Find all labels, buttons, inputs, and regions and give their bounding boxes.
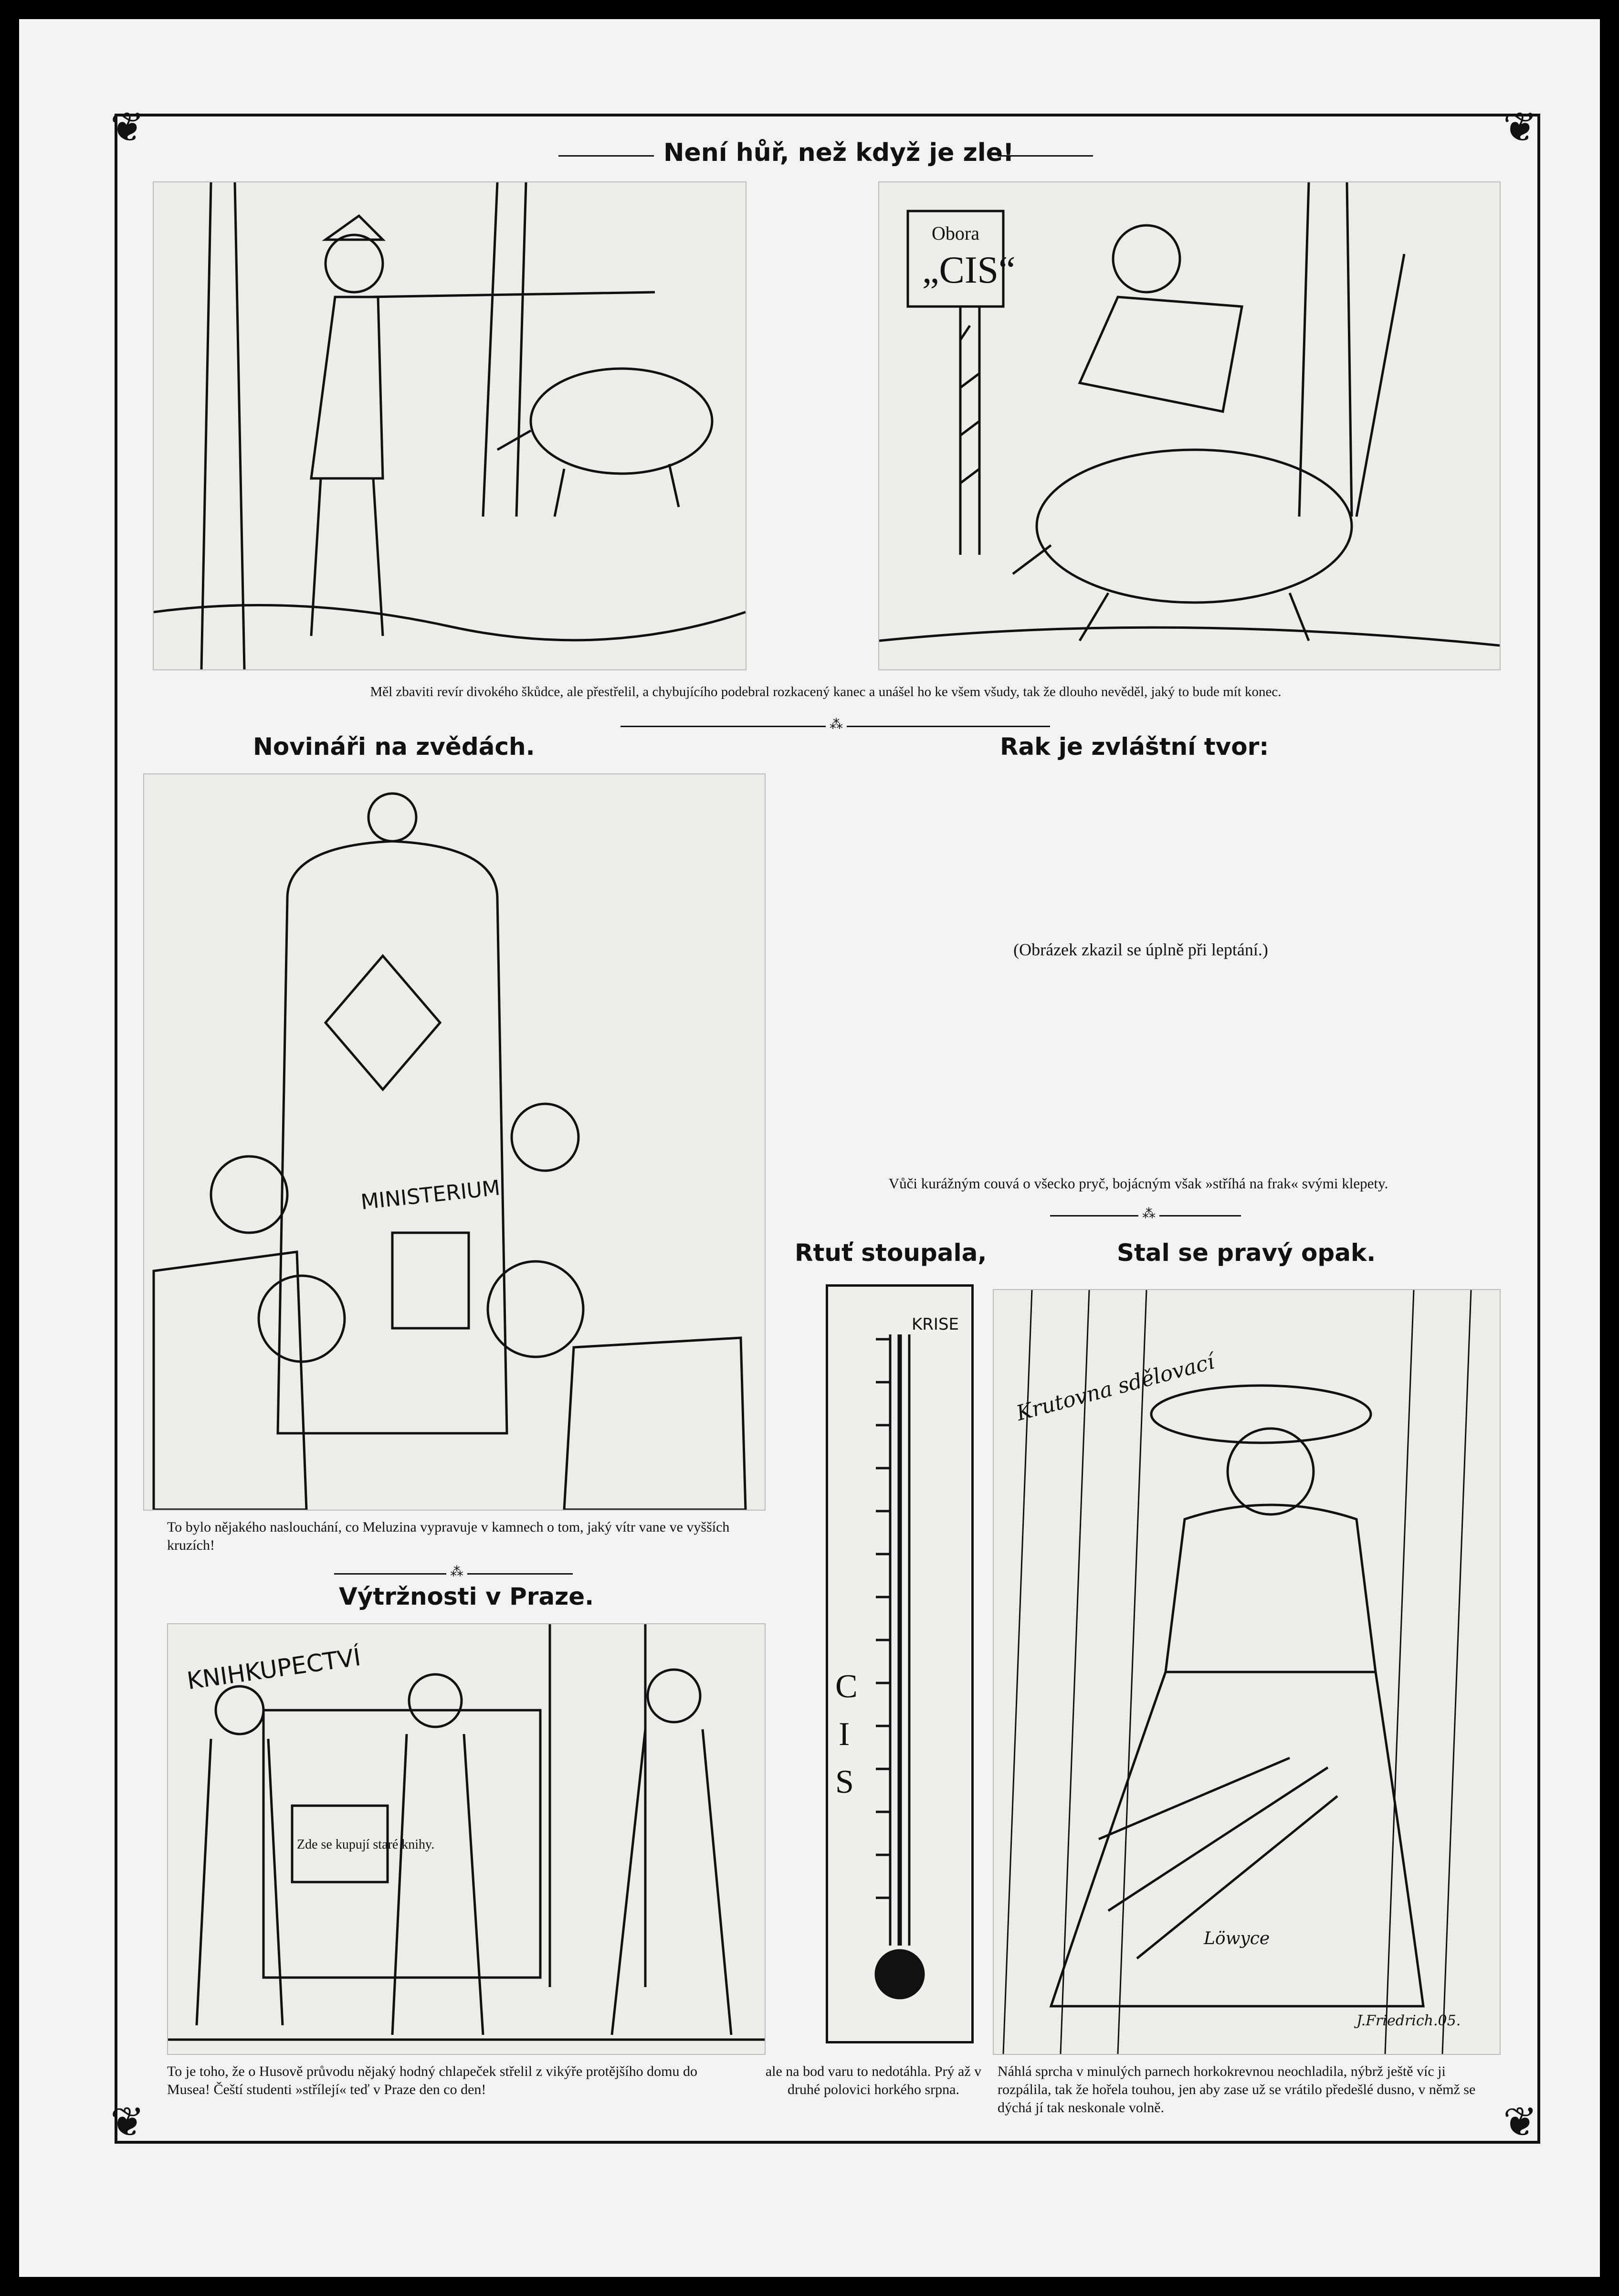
thermometer-letter-c: C <box>835 1668 858 1705</box>
mercury-title: Rtuť stoupala, <box>795 1239 987 1267</box>
corner-ornament-top-right: ❦ <box>1503 104 1538 151</box>
artist-signature: J.Friedrich.05. <box>1356 2012 1461 2029</box>
hunter-aiming-illustration <box>153 181 746 670</box>
shop-sign: KNIHKUPECTVÍ <box>185 1643 363 1695</box>
journalists-title: Novináři na zvědách. <box>253 733 535 761</box>
boar-carrying-hunter-illustration <box>878 181 1501 670</box>
thermometer-label: KRISE <box>912 1315 959 1334</box>
journalists-caption: To bylo nějakého naslouchání, co Meluzina vypravuje v kamnech o tom, jaký vítr vane ve vyšších kruzích! <box>167 1519 730 1553</box>
umbrella-label: Löwyce <box>1204 1929 1270 1948</box>
crab-missing-note: (Obrázek zkazil se úplně při leptání.) <box>1013 940 1268 959</box>
riots-street-illustration <box>167 1623 766 2055</box>
corner-ornament-bottom-left: ❦ <box>110 2098 145 2146</box>
thermometer-illustration <box>826 1284 974 2043</box>
mercury-caption: ale na bod varu to nedotáhla. Prý až v druhé polovici horkého srpna. <box>765 2063 982 2097</box>
opposite-caption: Náhlá sprcha v minulých parnech horkokrevnou neochladila, nýbrž ještě víc ji rozpálila, tak že hořela touhou, jen aby zase už se vrátilo předešlé dusno, v němž se dýchá jí tak neskonale volně. <box>998 2063 1476 2116</box>
stove-label: MINISTERIUM <box>359 1175 502 1215</box>
crab-caption: Vůči kurážným couvá o všecko pryč, bojácným však »stříhá na frak« svými klepety. <box>888 1175 1388 1192</box>
headline-rule-left <box>558 155 654 157</box>
rain-label: Krutovna sdělovací <box>1013 1349 1217 1426</box>
headline-rule-right <box>998 155 1093 157</box>
thermometer-letter-s: S <box>835 1764 854 1800</box>
crab-title: Rak je zvláštní tvor: <box>1000 733 1269 761</box>
shop-window-sign: Zde se kupují staré knihy. <box>297 1837 435 1852</box>
page-headline: Není hůř, než když je zle! <box>663 138 1014 167</box>
riots-caption: To je toho, že o Husově průvodu nějaký hodný chlapeček střelil z vikýře protějšího domu do Musea! Čeští studenti »střílejí« teď v Praze den co den! <box>167 2063 697 2097</box>
corner-ornament-top-left: ❦ <box>110 104 145 151</box>
woman-in-rain-illustration <box>993 1289 1501 2055</box>
opposite-title: Stal se pravý opak. <box>1117 1239 1376 1267</box>
hunt-caption: Měl zbaviti revír divokého škůdce, ale přestřelil, a chybujícího podebral rozkacený kanec a unášel ho ke všem všudy, tak že dlouho nevěděl, jaký to bude mít konec. <box>370 684 1282 699</box>
corner-ornament-bottom-right: ❦ <box>1503 2098 1538 2146</box>
thermometer-letter-i: I <box>839 1716 850 1753</box>
section-divider-mark-2: ⁂ <box>446 1564 467 1579</box>
sign-top-text: Obora <box>932 222 979 244</box>
section-divider-mark-1: ⁂ <box>826 716 847 732</box>
section-divider-mark-3: ⁂ <box>1138 1206 1159 1221</box>
riots-title: Výtržnosti v Praze. <box>339 1583 594 1610</box>
sign-main-text: „CIS“ <box>922 249 1016 291</box>
journalists-stove-illustration <box>143 773 766 1511</box>
